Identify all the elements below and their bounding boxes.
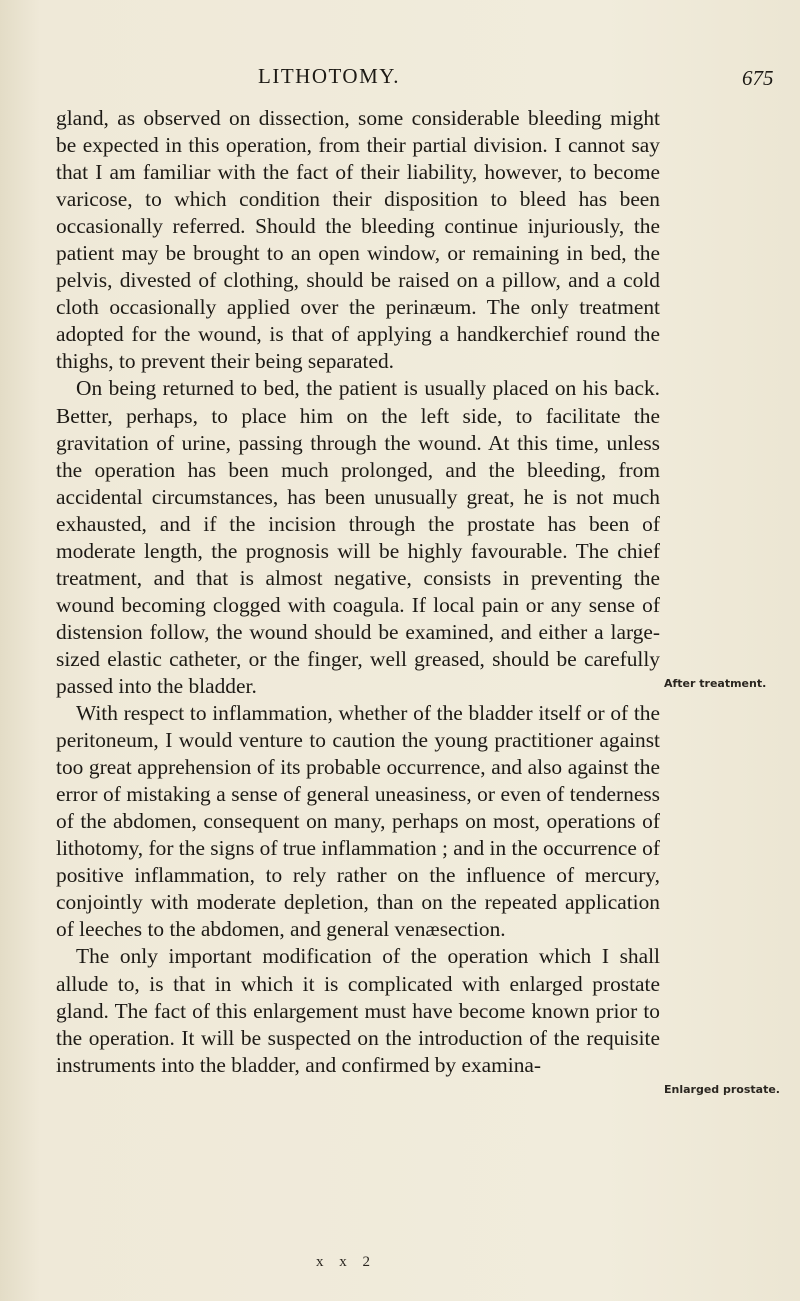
page-number: 675 [742, 66, 774, 90]
page-header [0, 64, 800, 94]
paragraph: On being returned to bed, the patient is usually placed on his back. Better, perhaps, to place him on the left side, to facilitate the gravitation of urine, passing through the wound. At this time, unless the operation has been much prolonged, and the bleeding, from accidental circumstances, has been unusually great, he is not much exhausted, and if the incision through the prostate has been of moderate length, the prognosis will be highly favourable. The chief treatment, and that is almost negative, consists in preventing the wound becoming clogged with coagula. If local pain or any sense of distension follow, the wound should be examined, and either a large-sized elastic catheter, or the finger, well greased, should be carefully passed into the bladder. [56, 376, 660, 698]
paragraph: With respect to inflammation, whether of the bladder itself or of the peritoneum, I would venture to caution the young practitioner against too great apprehension of its probable occurrence, and also against the error of mistaking a sense of general uneasiness, or even of tenderness of the abdomen, consequent on many, perhaps on most, operations of lithotomy, for the signs of true inflammation ; and in the occurrence of positive inflammation, to rely rather on the influence of mercury, conjointly with moderate depletion, than on the repeated application of leeches to the abdomen, and general venæsection. [56, 701, 660, 942]
running-title: LITHOTOMY. [258, 64, 400, 88]
signature-mark: x x 2 [316, 1254, 376, 1270]
paragraph: gland, as observed on dissection, some considerable bleeding might be expected in this operation, from their partial division. I cannot say that I am familiar with the fact of their liability, however, to become varicose, to which condition their disposition to bleed has been occasionally referred. Should the bleeding continue injuriously, the patient may be brought to an open window, or remaining in bed, the pelvis, divested of clothing, should be raised on a pillow, and a cold cloth occasionally applied over the perinæum. The only treatment adopted for the wound, is that of applying a handkerchief round the thighs, to prevent their being separated. [56, 106, 660, 374]
margin-note-after-treatment: After treatment. [664, 677, 767, 690]
paragraph: The only important modification of the operation which I shall allude to, is that in which it is complicated with enlarged prostate gland. The fact of this enlargement must have become known prior to the operation. It will be suspected on the introduction of the requisite instruments into the bladder, and confirmed by examina- [56, 944, 660, 1077]
margin-note-enlarged-prostate: Enlarged prostate. [664, 1083, 780, 1096]
body-text [56, 105, 660, 1079]
